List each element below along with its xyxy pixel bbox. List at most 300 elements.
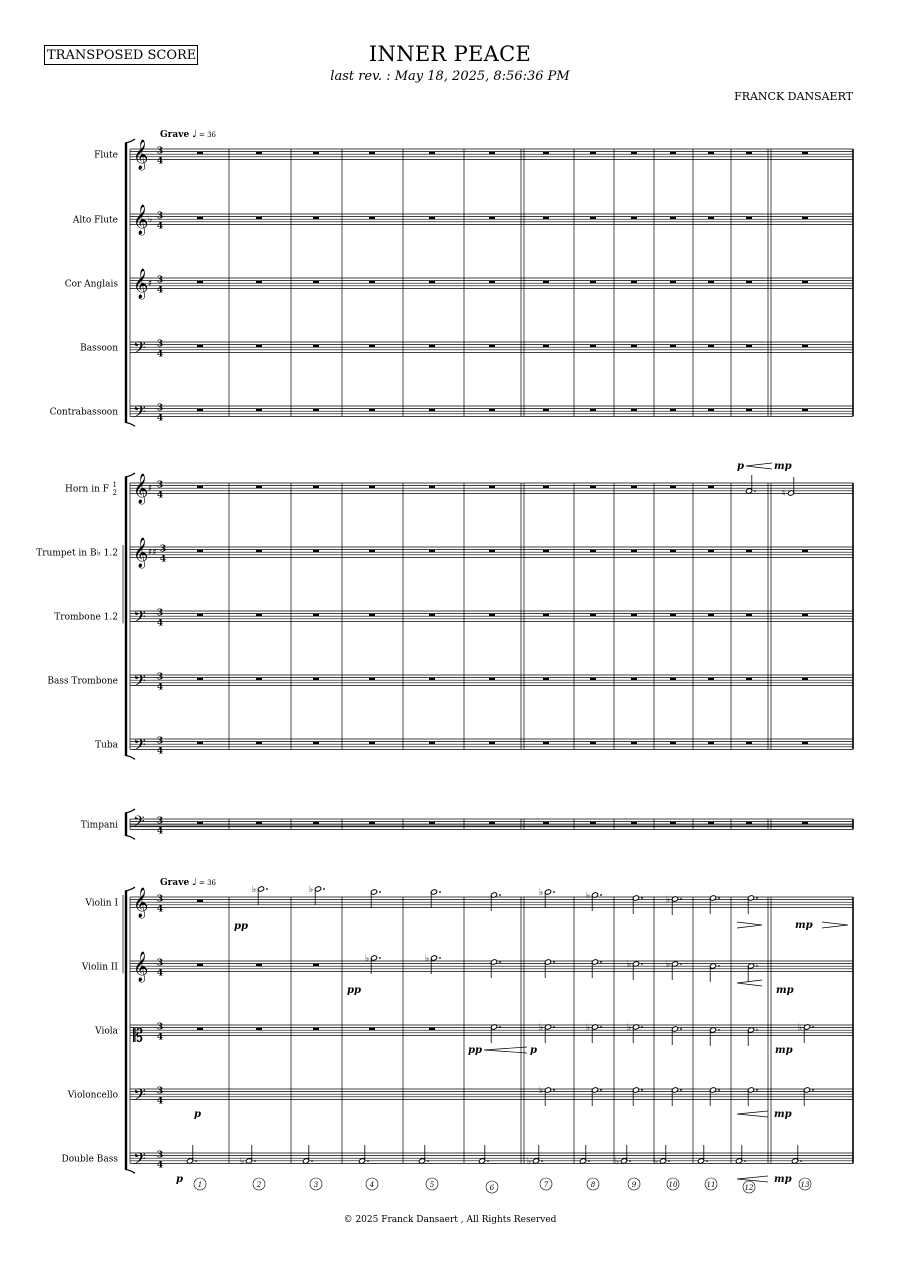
measure-rest — [489, 281, 495, 283]
bass-clef-icon: 𝄢 — [133, 337, 146, 362]
measure-rest — [543, 281, 549, 283]
measure-rest — [708, 486, 714, 488]
time-signature-bottom: 4 — [156, 1096, 164, 1107]
measure-rest — [489, 345, 495, 347]
augmentation-dot — [718, 1029, 720, 1031]
measure-rest — [256, 1028, 262, 1030]
instrument-name: Timpani — [80, 820, 118, 831]
time-signature-bottom: 4 — [156, 413, 164, 424]
measure-rest — [369, 409, 375, 411]
augmentation-dot — [756, 1029, 758, 1031]
copyright-notice: © 2025 Franck Dansaert , All Rights Reserved — [343, 1215, 557, 1225]
measure-rest — [197, 822, 203, 824]
measure-rest — [708, 409, 714, 411]
measure-rest — [313, 217, 319, 219]
measure-rest — [631, 217, 637, 219]
score-type-label: TRANSPOSED SCORE — [44, 45, 198, 65]
quarter-note-icon: ♩ — [192, 129, 197, 140]
treble-clef-icon: 𝄞 — [133, 537, 149, 568]
instrument-name: Trombone 1.2 — [54, 612, 118, 623]
measure-rest — [429, 281, 435, 283]
measure-rest — [256, 550, 262, 552]
key-signature: ♯ — [148, 484, 153, 495]
dynamic-p: p — [737, 461, 744, 472]
measure-rest — [313, 614, 319, 616]
treble-clef-icon: 𝄞 — [133, 951, 149, 982]
measure-rest — [369, 152, 375, 154]
measure-rest — [590, 486, 596, 488]
augmentation-dot — [680, 1028, 682, 1030]
bracket-hook — [125, 835, 135, 839]
accidental: ♭ — [586, 891, 591, 901]
decrescendo-hairpin — [737, 922, 762, 928]
horn-part-2: 2 — [112, 489, 117, 498]
augmentation-dot — [744, 1160, 746, 1162]
measure-rest — [631, 409, 637, 411]
time-signature-top: 3 — [156, 339, 164, 350]
measure-rest — [256, 822, 262, 824]
measure-number: 6 — [489, 1184, 495, 1192]
measure-rest — [197, 486, 203, 488]
accidental: ♭ — [539, 1023, 544, 1033]
measure-rest — [369, 281, 375, 283]
measure-rest — [802, 614, 808, 616]
dynamic-pp: pp — [468, 1045, 482, 1056]
measure-rest — [543, 152, 549, 154]
augmentation-dot — [718, 965, 720, 967]
accidental: ♭ — [627, 960, 632, 970]
measure-rest — [313, 345, 319, 347]
augmentation-dot — [553, 891, 555, 893]
time-signature-top: 3 — [156, 146, 164, 157]
accidental: ♭ — [252, 885, 257, 895]
accidental: ♭ — [309, 885, 314, 895]
measure-rest — [802, 409, 808, 411]
measure-rest — [631, 486, 637, 488]
measure-rest — [369, 217, 375, 219]
dynamic-mp: mp — [795, 920, 813, 931]
time-signature-top: 3 — [156, 608, 164, 619]
time-signature-top: 3 — [156, 403, 164, 414]
measure-rest — [256, 152, 262, 154]
augmentation-dot — [718, 897, 720, 899]
measure-rest — [543, 742, 549, 744]
measure-rest — [802, 550, 808, 552]
measure-number: 5 — [429, 1181, 435, 1189]
instrument-name: Bass Trombone — [47, 676, 118, 687]
time-signature-bottom: 4 — [156, 682, 164, 693]
time-signature-top: 3 — [156, 480, 164, 491]
measure-rest — [369, 614, 375, 616]
instrument-name: Contrabassoon — [49, 407, 118, 418]
measure-rest — [256, 345, 262, 347]
measure-rest — [670, 409, 676, 411]
augmentation-dot — [487, 1160, 489, 1162]
time-signature-top: 3 — [156, 211, 164, 222]
measure-rest — [746, 550, 752, 552]
dynamic-pp: pp — [234, 921, 248, 932]
measure-rest — [369, 486, 375, 488]
measure-rest — [313, 550, 319, 552]
time-signature-top: 3 — [156, 1022, 164, 1033]
measure-rest — [670, 678, 676, 680]
measure-rest — [802, 217, 808, 219]
augmentation-dot — [641, 1089, 643, 1091]
augmentation-dot — [756, 897, 758, 899]
bass-clef-icon: 𝄢 — [133, 813, 145, 835]
measure-rest — [489, 742, 495, 744]
measure-rest — [746, 614, 752, 616]
measure-rest — [197, 900, 203, 902]
measure-rest — [197, 550, 203, 552]
augmentation-dot — [600, 1089, 602, 1091]
measure-rest — [670, 217, 676, 219]
tempo-marking: Grave — [160, 878, 190, 888]
key-signature: ♭ — [148, 215, 153, 226]
accidental: ♭ — [527, 1157, 532, 1167]
crescendo-hairpin — [737, 1111, 768, 1117]
measure-rest — [670, 614, 676, 616]
measure-rest — [708, 678, 714, 680]
bass-clef-icon: 𝄢 — [133, 734, 146, 759]
crescendo-hairpin — [737, 1176, 768, 1182]
measure-rest — [590, 345, 596, 347]
measure-rest — [313, 822, 319, 824]
measure-rest — [256, 486, 262, 488]
measure-rest — [543, 550, 549, 552]
augmentation-dot — [311, 1160, 313, 1162]
measure-rest — [429, 217, 435, 219]
measure-rest — [543, 409, 549, 411]
augmentation-dot — [680, 1089, 682, 1091]
tempo-bpm: = 36 — [199, 131, 216, 139]
measure-number: 3 — [313, 1181, 319, 1189]
measure-rest — [369, 1028, 375, 1030]
augmentation-dot — [641, 963, 643, 965]
accidental: ♭ — [666, 895, 671, 905]
measure-rest — [631, 822, 637, 824]
measure-rest — [313, 486, 319, 488]
measure-rest — [631, 742, 637, 744]
measure-rest — [489, 409, 495, 411]
measure-rest — [429, 152, 435, 154]
measure-rest — [369, 822, 375, 824]
instrument-name: Violoncello — [67, 1090, 118, 1101]
augmentation-dot — [706, 1160, 708, 1162]
measure-rest — [197, 409, 203, 411]
measure-rest — [489, 217, 495, 219]
measure-number: 9 — [631, 1181, 637, 1189]
instrument-name: Trumpet in B♭ 1.2 — [36, 548, 118, 559]
measure-rest — [429, 678, 435, 680]
instrument-name: Violin II — [81, 962, 118, 973]
augmentation-dot — [629, 1160, 631, 1162]
augmentation-dot — [756, 965, 758, 967]
time-signature-bottom: 4 — [156, 826, 164, 837]
instrument-name: Flute — [94, 150, 118, 161]
bass-clef-icon: 𝄢 — [133, 401, 146, 426]
measure-rest — [631, 152, 637, 154]
instrument-name: Violin I — [85, 898, 118, 909]
measure-rest — [197, 964, 203, 966]
time-signature-top: 3 — [156, 958, 164, 969]
measure-rest — [197, 217, 203, 219]
augmentation-dot — [553, 1026, 555, 1028]
key-signature: ♯♯ — [148, 548, 157, 559]
time-signature-top: 3 — [156, 1150, 164, 1161]
augmentation-dot — [800, 1160, 802, 1162]
time-signature-bottom: 4 — [156, 221, 164, 232]
augmentation-dot — [266, 888, 268, 890]
measure-rest — [543, 486, 549, 488]
measure-rest — [708, 550, 714, 552]
measure-rest — [256, 614, 262, 616]
measure-number: 12 — [744, 1184, 754, 1192]
measure-rest — [543, 822, 549, 824]
accidental: ♭ — [586, 1023, 591, 1033]
measure-rest — [256, 742, 262, 744]
measure-rest — [369, 345, 375, 347]
augmentation-dot — [680, 963, 682, 965]
accidental: ♭ — [627, 1023, 632, 1033]
measure-rest — [802, 152, 808, 154]
measure-rest — [670, 281, 676, 283]
instrument-name: Alto Flute — [72, 215, 118, 226]
measure-rest — [590, 822, 596, 824]
measure-rest — [256, 409, 262, 411]
key-signature: ♯ — [148, 279, 153, 290]
time-signature-bottom: 4 — [156, 904, 164, 915]
augmentation-dot — [641, 1026, 643, 1028]
treble-clef-icon: 𝄞 — [133, 204, 149, 235]
dynamic-mp: mp — [775, 1045, 793, 1056]
piece-title: INNER PEACE — [368, 42, 532, 66]
augmentation-dot — [195, 1160, 197, 1162]
measure-rest — [489, 486, 495, 488]
measure-rest — [708, 281, 714, 283]
time-signature-bottom: 4 — [159, 554, 167, 565]
time-signature-bottom: 4 — [156, 349, 164, 360]
measure-rest — [746, 152, 752, 154]
measure-rest — [369, 678, 375, 680]
instrument-name: Double Bass — [61, 1154, 118, 1165]
accidental: ♭ — [666, 960, 671, 970]
accidental: ♭ — [539, 888, 544, 898]
accidental: ♮ — [782, 489, 786, 499]
augmentation-dot — [812, 1089, 814, 1091]
tempo-bpm: = 36 — [199, 879, 216, 887]
measure-rest — [631, 678, 637, 680]
instrument-name: Horn in F — [64, 484, 109, 495]
accidental: ♭ — [615, 1157, 620, 1167]
measure-rest — [489, 550, 495, 552]
measure-rest — [746, 822, 752, 824]
augmentation-dot — [499, 894, 501, 896]
measure-rest — [670, 822, 676, 824]
measure-rest — [590, 678, 596, 680]
measure-rest — [708, 822, 714, 824]
crescendo-hairpin — [746, 463, 772, 469]
augmentation-dot — [718, 1089, 720, 1091]
augmentation-dot — [553, 961, 555, 963]
measure-number: 10 — [668, 1181, 678, 1189]
time-signature-top: 3 — [156, 816, 164, 827]
dynamic-mp: mp — [774, 1109, 792, 1120]
measure-rest — [590, 614, 596, 616]
measure-rest — [802, 281, 808, 283]
measure-rest — [429, 1028, 435, 1030]
accidental: ♭ — [425, 954, 430, 964]
accidental: ♭ — [654, 1157, 659, 1167]
augmentation-dot — [680, 898, 682, 900]
time-signature-bottom: 4 — [156, 746, 164, 757]
measure-number: 7 — [543, 1181, 549, 1189]
time-signature-bottom: 4 — [156, 490, 164, 501]
augmentation-dot — [499, 961, 501, 963]
measure-rest — [590, 742, 596, 744]
dynamic-mp: mp — [774, 1174, 792, 1185]
bass-clef-icon: 𝄢 — [133, 1084, 146, 1109]
measure-rest — [746, 678, 752, 680]
time-signature-bottom: 4 — [156, 1160, 164, 1171]
measure-rest — [197, 614, 203, 616]
measure-rest — [746, 281, 752, 283]
measure-rest — [313, 1028, 319, 1030]
measure-rest — [543, 217, 549, 219]
measure-rest — [313, 678, 319, 680]
augmentation-dot — [541, 1160, 543, 1162]
measure-rest — [670, 550, 676, 552]
time-signature-bottom: 4 — [156, 968, 164, 979]
measure-rest — [746, 345, 752, 347]
measure-rest — [369, 742, 375, 744]
augmentation-dot — [600, 894, 602, 896]
augmentation-dot — [499, 1026, 501, 1028]
time-signature-top: 3 — [156, 736, 164, 747]
quarter-note-icon: ♩ — [192, 877, 197, 888]
measure-rest — [708, 217, 714, 219]
instrument-name: Tuba — [95, 740, 118, 751]
tempo-marking: Grave — [160, 130, 190, 140]
measure-rest — [197, 281, 203, 283]
time-signature-top: 3 — [156, 672, 164, 683]
decrescendo-hairpin — [822, 922, 848, 928]
measure-rest — [489, 152, 495, 154]
accidental: ♭ — [539, 1086, 544, 1096]
measure-rest — [256, 281, 262, 283]
augmentation-dot — [439, 891, 441, 893]
augmentation-dot — [754, 490, 756, 492]
revision-date: last rev. : May 18, 2025, 8:56:36 PM — [330, 69, 570, 84]
measure-rest — [631, 281, 637, 283]
measure-rest — [256, 217, 262, 219]
measure-rest — [746, 217, 752, 219]
time-signature-bottom: 4 — [156, 1032, 164, 1043]
measure-rest — [429, 550, 435, 552]
measure-rest — [631, 345, 637, 347]
composer-name: FRANCK DANSAERT — [734, 90, 853, 103]
time-signature-bottom: 4 — [156, 156, 164, 167]
augmentation-dot — [588, 1160, 590, 1162]
measure-number: 13 — [800, 1181, 810, 1189]
treble-clef-icon: 𝄞 — [133, 887, 149, 918]
measure-rest — [429, 486, 435, 488]
measure-rest — [489, 678, 495, 680]
measure-rest — [708, 152, 714, 154]
measure-rest — [708, 345, 714, 347]
instrument-name: Viola — [95, 1026, 118, 1037]
measure-number: 11 — [706, 1181, 716, 1189]
measure-rest — [429, 409, 435, 411]
dynamic-p: p — [176, 1174, 183, 1185]
measure-rest — [670, 742, 676, 744]
measure-rest — [670, 152, 676, 154]
augmentation-dot — [756, 1089, 758, 1091]
augmentation-dot — [600, 1026, 602, 1028]
crescendo-hairpin — [737, 980, 762, 986]
instrument-name: Cor Anglais — [64, 279, 118, 290]
crescendo-hairpin — [484, 1047, 527, 1053]
measure-rest — [489, 614, 495, 616]
measure-rest — [369, 550, 375, 552]
measure-rest — [429, 742, 435, 744]
augmentation-dot — [367, 1160, 369, 1162]
dynamic-p: p — [530, 1045, 537, 1056]
augmentation-dot — [812, 1026, 814, 1028]
measure-rest — [197, 1028, 203, 1030]
measure-rest — [197, 678, 203, 680]
measure-rest — [313, 742, 319, 744]
dynamic-p: p — [194, 1109, 201, 1120]
measure-rest — [197, 152, 203, 154]
augmentation-dot — [553, 1089, 555, 1091]
measure-number: 2 — [256, 1181, 262, 1189]
measure-rest — [256, 678, 262, 680]
measure-rest — [802, 678, 808, 680]
time-signature-top: 3 — [159, 544, 167, 555]
augmentation-dot — [427, 1160, 429, 1162]
dynamic-mp: mp — [776, 985, 794, 996]
horn-part-1: 1 — [112, 481, 117, 490]
bass-clef-icon: 𝄢 — [133, 670, 146, 695]
measure-rest — [802, 822, 808, 824]
treble-clef-icon: 𝄞 — [133, 139, 149, 170]
augmentation-dot — [254, 1160, 256, 1162]
measure-rest — [313, 152, 319, 154]
dynamic-pp: pp — [347, 985, 361, 996]
measure-rest — [590, 281, 596, 283]
time-signature-bottom: 4 — [156, 285, 164, 296]
time-signature-top: 3 — [156, 1086, 164, 1097]
dynamic-mp: mp — [774, 461, 792, 472]
measure-rest — [590, 217, 596, 219]
augmentation-dot — [641, 897, 643, 899]
measure-rest — [313, 281, 319, 283]
measure-rest — [429, 614, 435, 616]
time-signature-top: 3 — [156, 894, 164, 905]
measure-rest — [631, 550, 637, 552]
measure-rest — [429, 345, 435, 347]
treble-clef-icon: 𝄞 — [133, 473, 149, 504]
measure-rest — [670, 486, 676, 488]
measure-rest — [802, 742, 808, 744]
augmentation-dot — [323, 888, 325, 890]
measure-number: 4 — [369, 1181, 375, 1189]
measure-rest — [802, 345, 808, 347]
accidental: ♭ — [240, 1157, 245, 1167]
measure-rest — [489, 822, 495, 824]
measure-rest — [197, 742, 203, 744]
